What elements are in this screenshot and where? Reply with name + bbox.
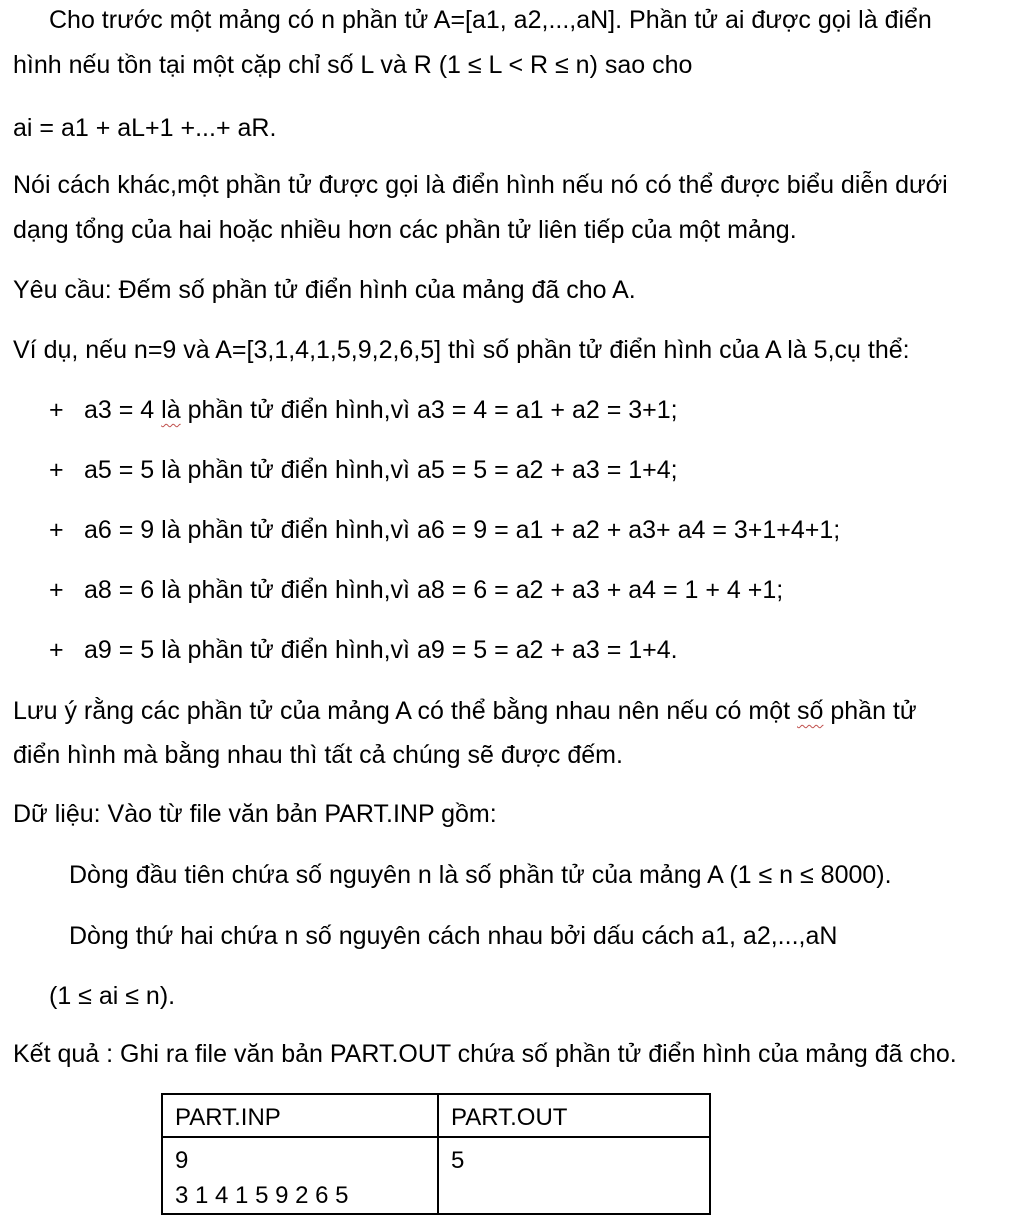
note-line-1: [13, 699, 917, 724]
table-header-row: [162, 1094, 710, 1137]
example-bullet: a9 = 5 là phần tử điển hình,vì a9 = 5 = a2 + a3 = 1+4.: [84, 636, 678, 664]
note-text-start: Lưu ý rằng các phần tử của mảng A có thể bằng nhau nên nếu có một: [13, 697, 798, 725]
bullet-text-start: a3 = 4: [84, 396, 162, 424]
note-text-end: phần tử: [823, 697, 917, 725]
bullet-mark: +: [49, 396, 64, 424]
explain-line-1: Nói cách khác,một phần tử được gọi là điển hình nếu nó có thể được biểu diễn dưới: [13, 171, 948, 199]
intro-line-1: Cho trước một mảng có n phần tử A=[a1, a2,...,aN]. Phần tử ai được gọi là điển: [49, 6, 932, 34]
table-header-input: PART.INP: [162, 1094, 438, 1137]
example-bullet: a6 = 9 là phần tử điển hình,vì a6 = 9 = a1 + a2 + a3+ a4 = 3+1+4+1;: [84, 516, 841, 544]
explain-line-2: dạng tổng của hai hoặc nhiều hơn các phần tử liên tiếp của một mảng.: [13, 216, 797, 244]
table-header-output: PART.OUT: [438, 1094, 710, 1137]
bullet-mark: +: [49, 516, 64, 544]
requirement: Yêu cầu: Đếm số phần tử điển hình của mảng đã cho A.: [13, 276, 636, 304]
bullet-mark: +: [49, 456, 64, 484]
input-sample-line: 9: [175, 1146, 189, 1174]
input-sample-line: 3 1 4 1 5 9 2 6 5: [175, 1181, 349, 1209]
note-line-2: điển hình mà bằng nhau thì tất cả chúng sẽ được đếm.: [13, 741, 623, 769]
output-sample-cell: [438, 1137, 710, 1215]
bullet-mark: +: [49, 576, 64, 604]
example-bullet: [84, 398, 678, 423]
example-bullet: a5 = 5 là phần tử điển hình,vì a5 = 5 = a2 + a3 = 1+4;: [84, 456, 678, 484]
example-bullet: a8 = 6 là phần tử điển hình,vì a8 = 6 = a2 + a3 + a4 = 1 + 4 +1;: [84, 576, 784, 604]
input-line-2: Dòng thứ hai chứa n số nguyên cách nhau bởi dấu cách a1, a2,...,aN: [69, 922, 838, 950]
spellcheck-flagged-word: số: [797, 697, 824, 725]
input-title: Dữ liệu: Vào từ file văn bản PART.INP gồm:: [13, 800, 497, 828]
example-io-table: [161, 1093, 711, 1215]
output-description: Kết quả : Ghi ra file văn bản PART.OUT chứa số phần tử điển hình của mảng đã cho.: [13, 1040, 957, 1068]
intro-formula: ai = a1 + aL+1 +...+ aR.: [13, 114, 277, 142]
bullet-text-end: phần tử điển hình,vì a3 = 4 = a1 + a2 = 3+1;: [180, 396, 678, 424]
input-sample-cell: [162, 1137, 438, 1215]
intro-line-2: hình nếu tồn tại một cặp chỉ số L và R (1 ≤ L < R ≤ n) sao cho: [13, 51, 693, 79]
example-intro: Ví dụ, nếu n=9 và A=[3,1,4,1,5,9,2,6,5] thì số phần tử điển hình của A là 5,cụ thể:: [13, 336, 910, 364]
spellcheck-flagged-word: là: [161, 396, 181, 424]
input-line-3: (1 ≤ ai ≤ n).: [49, 982, 176, 1010]
input-line-1: Dòng đầu tiên chứa số nguyên n là số phần tử của mảng A (1 ≤ n ≤ 8000).: [69, 861, 892, 889]
bullet-mark: +: [49, 636, 64, 664]
output-sample-line: 5: [451, 1146, 465, 1174]
table-row: [162, 1137, 710, 1215]
